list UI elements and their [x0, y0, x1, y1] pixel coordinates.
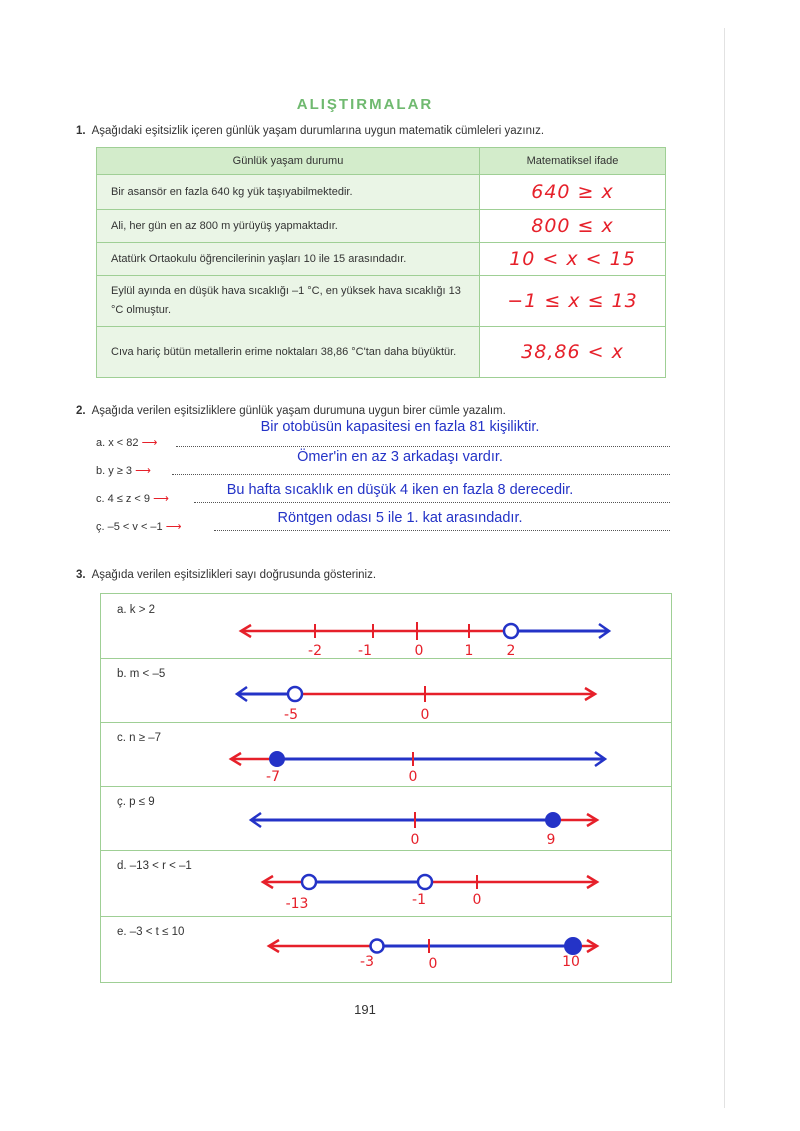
table-header: Günlük yaşam durumu [97, 148, 480, 175]
closed-circle [546, 813, 560, 827]
tick-label: 0 [410, 832, 420, 848]
tick-label: 9 [546, 832, 556, 848]
inequality-label: c. n ≥ –7 [117, 732, 162, 744]
tick-label: -3 [360, 954, 374, 970]
tick-label: -1 [358, 643, 372, 658]
number-line [101, 594, 671, 658]
inequality-label: ç. p ≤ 9 [117, 796, 155, 808]
dotted-line [194, 502, 670, 503]
question-3 [76, 569, 376, 581]
arrow-icon: ⟶ [135, 465, 151, 477]
open-circle [371, 940, 384, 953]
situation-cell: Bir asansör en fazla 640 kg yük taşıyabilmektedir. [97, 175, 480, 210]
number-line-row [101, 658, 671, 723]
tick-label: 0 [428, 956, 438, 972]
situation-cell: Cıva hariç bütün metallerin erime noktaları 38,86 °C'tan daha büyüktür. [97, 327, 480, 378]
dotted-line [214, 530, 670, 531]
table-row [97, 175, 666, 210]
table-row [97, 276, 666, 327]
tick-label: 10 [562, 954, 580, 970]
inequality-table [96, 147, 666, 378]
question-number: 1. [76, 125, 86, 137]
arrow-icon: ⟶ [153, 493, 169, 505]
question-text: Aşağıdaki eşitsizlik içeren günlük yaşam durumlarına uygun matematik cümleleri yazınız. [91, 125, 545, 137]
answer-line [96, 517, 670, 533]
number-line-row [101, 850, 671, 917]
open-circle [504, 624, 518, 638]
inequality-label: ç. –5 < v < –1 [96, 521, 163, 533]
tick-label: -2 [308, 643, 322, 658]
table-row [97, 327, 666, 378]
dotted-line [176, 446, 670, 447]
handwritten-answer: Röntgen odası 5 ile 1. kat arasındadır. [277, 510, 523, 526]
inequality-label: d. –13 < r < –1 [117, 860, 192, 872]
inequality-label: a. x < 82 [96, 437, 139, 449]
question-number: 3. [76, 569, 86, 581]
inequality-label: b. m < –5 [117, 668, 166, 680]
number-line [101, 722, 671, 786]
question-2 [76, 405, 506, 417]
number-line [101, 850, 671, 916]
number-line-row [101, 594, 671, 659]
table-row [97, 210, 666, 243]
answer-cell: 38,86 < x [480, 327, 666, 378]
open-circle [418, 875, 432, 889]
tick-label: -1 [412, 892, 426, 908]
number-line [101, 916, 671, 982]
situation-cell: Ali, her gün en az 800 m yürüyüş yapmaktadır. [97, 210, 480, 243]
dotted-line [172, 474, 670, 475]
tick-label: 0 [472, 892, 482, 908]
number-line-row [101, 786, 671, 851]
page-edge [724, 28, 725, 1108]
arrow-icon: ⟶ [141, 437, 158, 449]
answer-cell: −1 ≤ x ≤ 13 [480, 276, 666, 327]
number-line [101, 658, 671, 722]
handwritten-answer: Ömer'in en az 3 arkadaşı vardır. [297, 449, 503, 465]
closed-circle [270, 752, 284, 766]
answer-line [96, 489, 670, 505]
tick-label: 0 [408, 769, 418, 785]
inequality-label: e. –3 < t ≤ 10 [117, 926, 185, 938]
open-circle [288, 687, 302, 701]
table-row [97, 243, 666, 276]
handwritten-answer: Bu hafta sıcaklık en düşük 4 iken en fazla 8 derecedir. [226, 482, 574, 498]
inequality-label: b. y ≥ 3 [96, 465, 132, 477]
question-text: Aşağıda verilen eşitsizliklere günlük yaşam durumuna uygun birer cümle yazalım. [91, 405, 506, 417]
table-header: Matematiksel ifade [480, 148, 666, 175]
situation-cell: Atatürk Ortaokulu öğrencilerinin yaşları 10 ile 15 arasındadır. [97, 243, 480, 276]
tick-label: -13 [285, 896, 309, 912]
number-line-table [100, 593, 672, 983]
page-title: ALIŞTIRMALAR [296, 96, 434, 113]
number-line [101, 786, 671, 850]
open-circle [302, 875, 316, 889]
question-1 [76, 125, 544, 137]
tick-label: 0 [420, 707, 430, 722]
inequality-label: c. 4 ≤ z < 9 [96, 493, 151, 505]
tick-label: -7 [266, 769, 280, 785]
answer-line [96, 433, 670, 449]
number-line-row [101, 722, 671, 787]
number-line-row [101, 916, 671, 982]
answer-cell: 640 ≥ x [480, 175, 666, 210]
handwritten-answer: Bir otobüsün kapasitesi en fazla 81 kişiliktir. [260, 419, 540, 435]
page-number: 191 [354, 1002, 376, 1017]
answer-line [96, 461, 670, 477]
question-number: 2. [76, 405, 86, 417]
question-text: Aşağıda verilen eşitsizlikleri sayı doğrusunda gösteriniz. [91, 569, 377, 581]
situation-cell: Eylül ayında en düşük hava sıcaklığı –1 °C, en yüksek hava sıcaklığı 13 °C olmuştur. [97, 276, 480, 327]
arrow-icon: ⟶ [165, 521, 182, 533]
answer-cell: 10 < x < 15 [480, 243, 666, 276]
tick-label: 2 [506, 643, 516, 658]
tick-label: 1 [464, 643, 474, 658]
inequality-label: a. k > 2 [117, 604, 156, 616]
tick-label: -5 [284, 707, 298, 722]
closed-circle [565, 938, 581, 954]
tick-label: 0 [414, 643, 424, 658]
answer-cell: 800 ≤ x [480, 210, 666, 243]
